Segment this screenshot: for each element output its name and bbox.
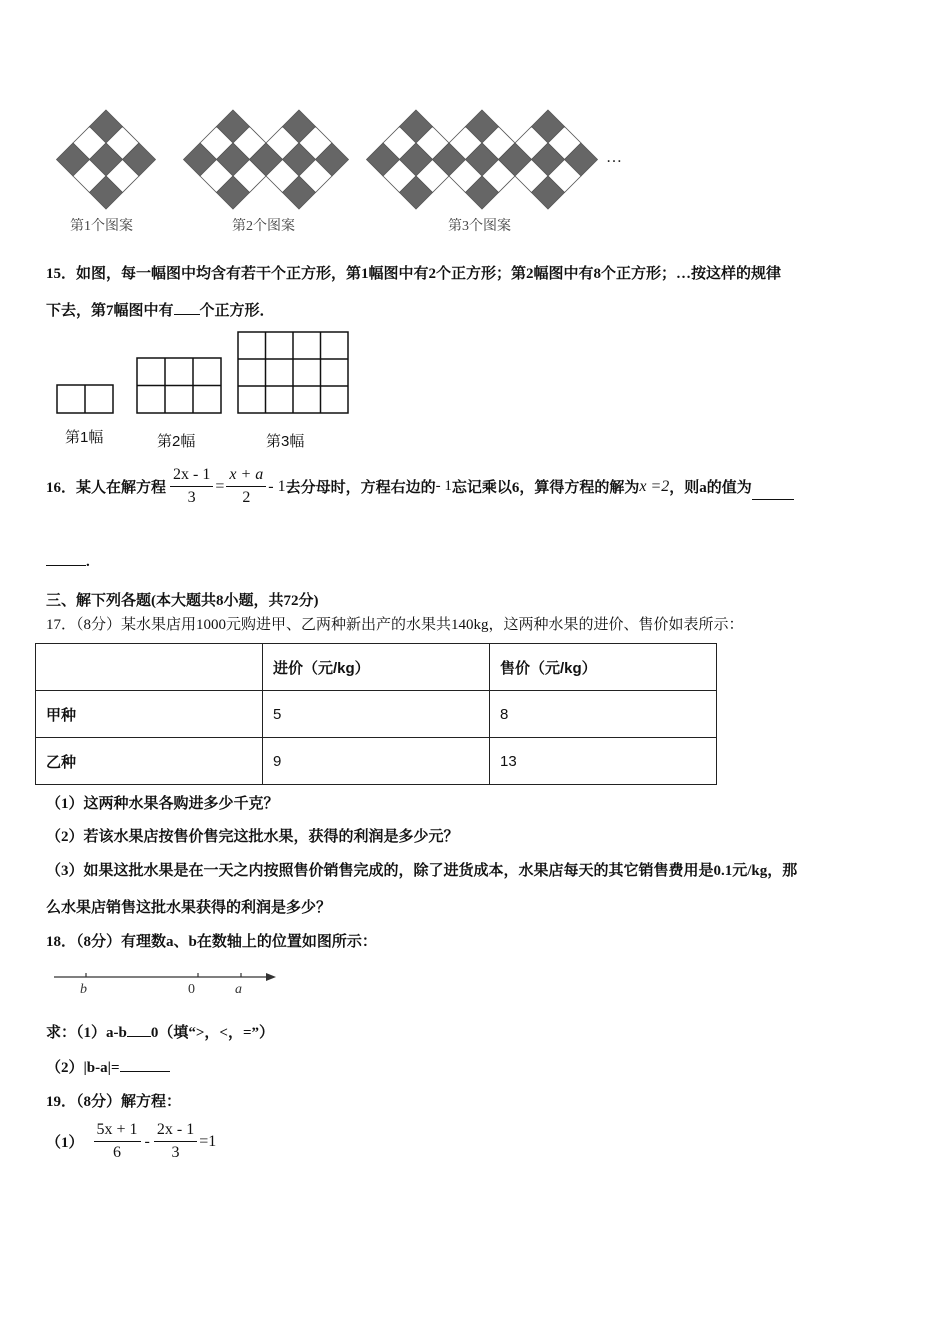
q16-mid2: 忘记乘以6，算得方程的解为 (451, 480, 640, 496)
q16-line2 (46, 551, 90, 571)
axis-label-a: a (235, 982, 242, 997)
number-line-figure (50, 965, 290, 997)
q16-answer-blank (752, 485, 794, 500)
q18-ask1-post: 0（填“>，<，=”） (150, 1025, 274, 1041)
q16-frac1 (170, 466, 213, 507)
table-cell: 甲种 (36, 691, 263, 738)
table-row (36, 691, 717, 738)
pattern-label-1: 第1个图案 (70, 219, 133, 234)
table-header-cell: 售价（元/kg） (490, 644, 717, 691)
table-cell: 13 (490, 738, 717, 785)
grid-label-1: 第1幅 (65, 429, 104, 446)
table-row (36, 738, 717, 785)
q19-frac2 (154, 1121, 197, 1162)
grid-label-3: 第3幅 (266, 433, 305, 450)
q15-line2-pre: 下去，第7幅图中有 (46, 303, 174, 319)
q17-sub3-line2: 么水果店销售这批水果获得的利润是多少？ (46, 900, 332, 916)
pattern-figure (40, 100, 660, 215)
q16-tail: - 1 (268, 477, 286, 495)
q16-pre: 16．某人在解方程 (46, 480, 167, 496)
q19-frac1-num: 5x + 1 (94, 1121, 141, 1142)
q18-answer-blank-2 (120, 1057, 170, 1072)
q17-sub3-line1: （3）如果这批水果是在一天之内按照售价销售完成的，除了进货成本，水果店每天的其它销售费用是0.1元/kg，那 (46, 863, 798, 879)
q15-answer-blank (174, 300, 200, 315)
pattern-label-3: 第3个图案 (448, 219, 511, 234)
q16-frac1-den: 3 (187, 489, 196, 506)
table-header-row (36, 644, 717, 691)
q15-line2-post: 个正方形． (199, 303, 275, 319)
table-cell: 乙种 (36, 738, 263, 785)
q16-answer-blank-2 (46, 551, 86, 566)
q18-ask1-pre: 求：（1）a-b (46, 1025, 127, 1041)
q15-line1: 15．如图，每一幅图中均含有若干个正方形，第1幅图中有2个正方形；第2幅图中有8个正方形；…按这样的规律 (46, 266, 782, 282)
q18-intro: 18．（8分）有理数a、b在数轴上的位置如图所示： (46, 934, 377, 950)
q16-post: ，则a的值为 (669, 480, 752, 496)
q16-line2-end: . (86, 554, 90, 570)
q19-sub1-label: （1） (46, 1135, 84, 1151)
rect-grid-figure (50, 325, 360, 420)
q16-frac1-num: 2x - 1 (170, 466, 213, 487)
q17-sub2: （2）若该水果店按售价售完这批水果，获得的利润是多少元？ (46, 829, 459, 845)
q16-frac2-num: x + a (226, 466, 266, 487)
q19-rhs: =1 (199, 1132, 217, 1150)
q19-frac2-num: 2x - 1 (154, 1121, 197, 1142)
fruit-price-table (35, 643, 717, 785)
q18-ask2 (46, 1056, 170, 1077)
pattern-ellipsis: … (606, 149, 622, 166)
table-header-cell: 进价（元/kg） (263, 644, 490, 691)
table-header-cell (36, 644, 263, 691)
section3-heading: 三、解下列各题(本大题共8小题，共72分) (46, 593, 319, 609)
q18-ask2-pre: （2）|b-a|= (46, 1060, 120, 1076)
q16-minus-one: - 1 (435, 478, 452, 494)
q15-line2 (46, 299, 275, 320)
q16-line1 (46, 466, 794, 507)
axis-label-zero: 0 (188, 982, 195, 997)
table-cell: 9 (263, 738, 490, 785)
q18-ask1 (46, 1021, 274, 1042)
number-line-arrow (266, 973, 276, 981)
table-cell: 8 (490, 691, 717, 738)
q17-intro: 17．（8分）某水果店用1000元购进甲、乙两种新出产的水果共140kg，这两种水果的进价、售价如表所示： (46, 617, 744, 633)
q19-sub1 (46, 1121, 216, 1162)
q19-minus: - (144, 1132, 150, 1150)
q16-frac2-den: 2 (242, 489, 251, 506)
q19-intro: 19．（8分）解方程： (46, 1094, 182, 1110)
q18-answer-blank-1 (127, 1022, 151, 1037)
grid-label-2: 第2幅 (157, 433, 196, 450)
pattern-label-2: 第2个图案 (232, 219, 295, 234)
q16-eq: = (215, 477, 225, 495)
q16-mid: 去分母时，方程右边的 (285, 480, 436, 496)
q19-frac2-den: 3 (171, 1144, 180, 1161)
q16-solution: x =2 (639, 477, 670, 495)
q19-frac1 (94, 1121, 141, 1162)
q17-sub1: （1）这两种水果各购进多少千克？ (46, 796, 279, 812)
q16-frac2 (226, 466, 266, 507)
axis-label-b: b (80, 982, 87, 997)
table-cell: 5 (263, 691, 490, 738)
q19-frac1-den: 6 (113, 1144, 122, 1161)
